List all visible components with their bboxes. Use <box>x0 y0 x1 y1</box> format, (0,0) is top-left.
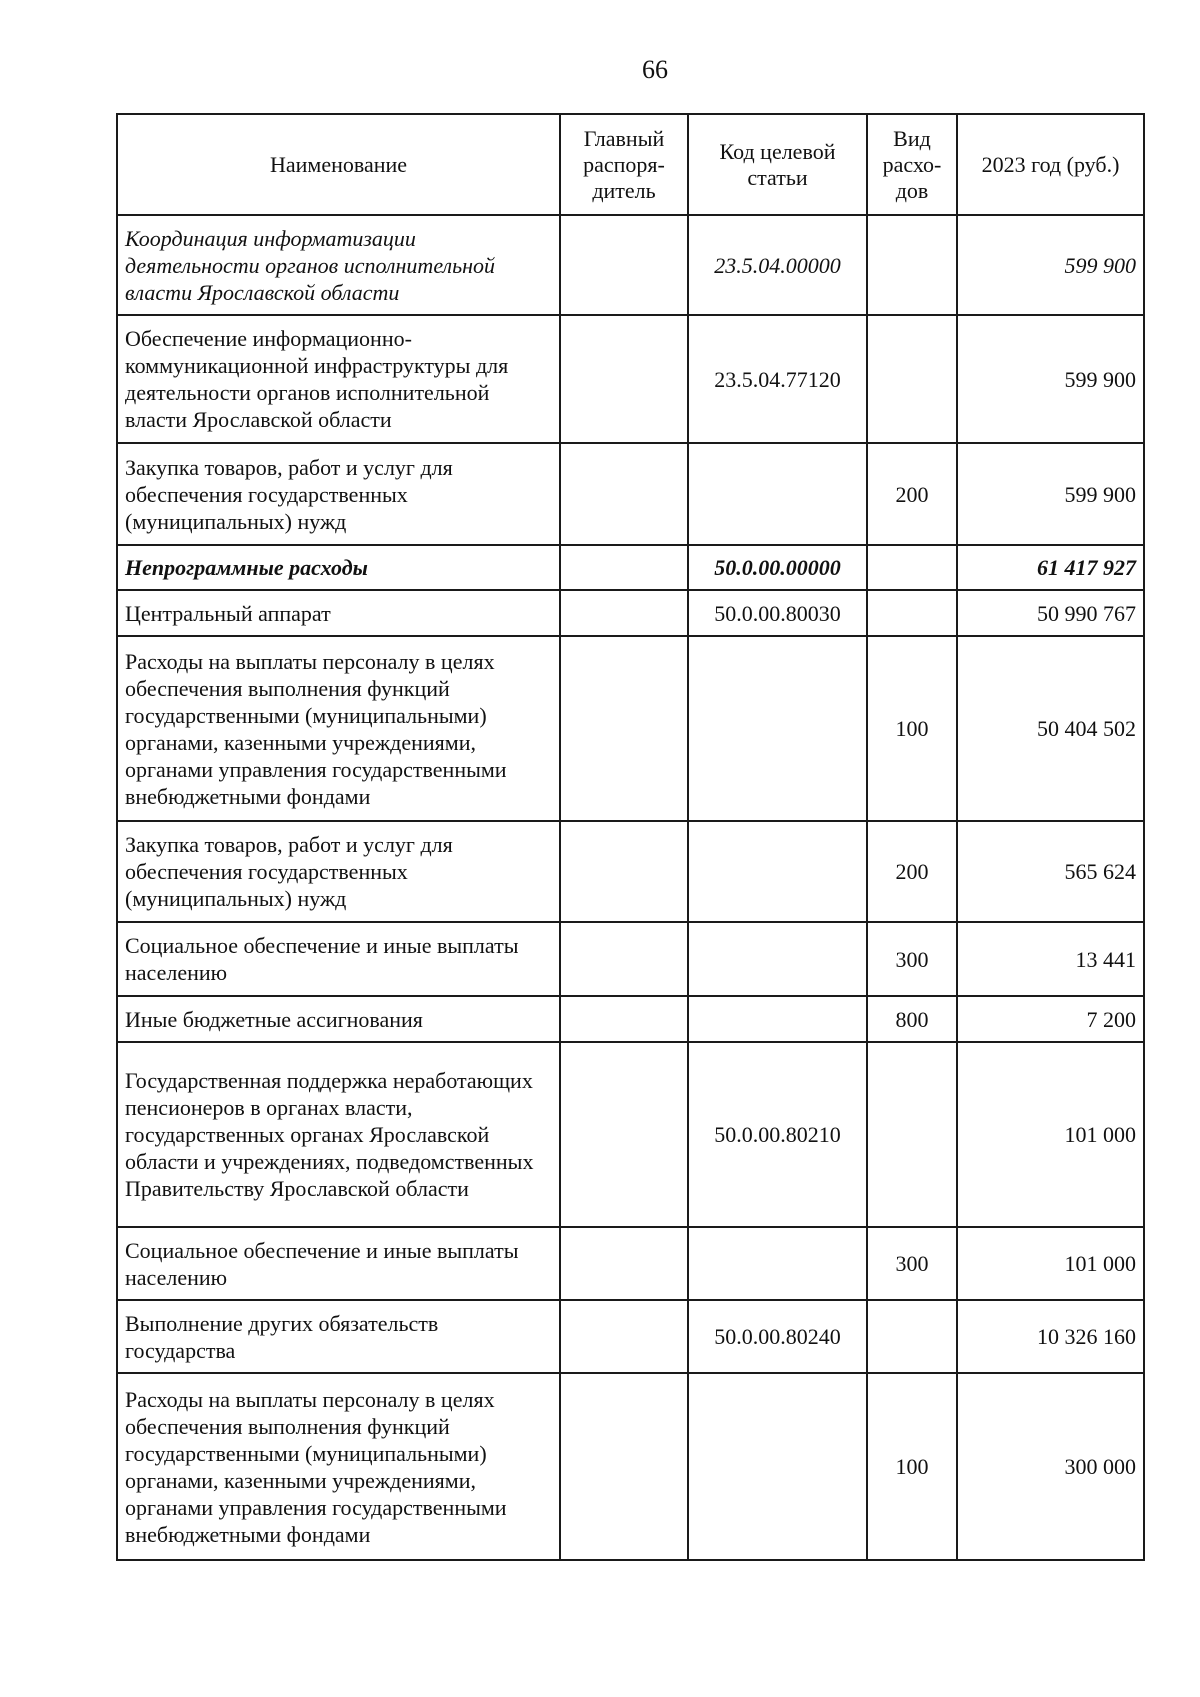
table-body <box>117 215 1144 1560</box>
row-target-code-cell: 23.5.04.77120 <box>688 315 867 443</box>
row-main-manager-cell <box>560 1373 688 1560</box>
row-amount-cell: 565 624 <box>957 821 1144 922</box>
row-main-manager-cell <box>560 996 688 1042</box>
row-name-cell: Непрограммные расходы <box>117 545 560 590</box>
row-amount-cell: 50 404 502 <box>957 636 1144 821</box>
row-target-code-cell: 50.0.00.80240 <box>688 1300 867 1373</box>
row-main-manager-cell <box>560 1300 688 1373</box>
row-main-manager-cell <box>560 922 688 996</box>
table-row <box>117 996 1144 1042</box>
row-expense-type-cell <box>867 215 957 315</box>
row-name-cell: Выполнение других обязательств государства <box>117 1300 560 1373</box>
row-amount-cell: 101 000 <box>957 1042 1144 1227</box>
row-expense-type-cell <box>867 1042 957 1227</box>
row-expense-type-cell <box>867 315 957 443</box>
row-amount-cell: 10 326 160 <box>957 1300 1144 1373</box>
row-main-manager-cell <box>560 1042 688 1227</box>
row-expense-type-cell <box>867 590 957 636</box>
header-name: Наименование <box>117 114 560 215</box>
row-main-manager-cell <box>560 821 688 922</box>
row-amount-cell: 50 990 767 <box>957 590 1144 636</box>
row-main-manager-cell <box>560 1227 688 1300</box>
budget-table <box>116 113 1145 1561</box>
row-main-manager-cell <box>560 636 688 821</box>
row-name-cell: Обеспечение информационно-коммуникационной инфраструктуры для деятельности органов исполнительной власти Ярославской области <box>117 315 560 443</box>
row-expense-type-cell: 300 <box>867 922 957 996</box>
row-target-code-cell: 50.0.00.80210 <box>688 1042 867 1227</box>
table-row <box>117 1042 1144 1227</box>
row-main-manager-cell <box>560 590 688 636</box>
row-amount-cell: 599 900 <box>957 443 1144 545</box>
row-target-code-cell <box>688 922 867 996</box>
table-row <box>117 636 1144 821</box>
row-amount-cell: 300 000 <box>957 1373 1144 1560</box>
row-name-cell: Социальное обеспечение и иные выплаты населению <box>117 922 560 996</box>
row-amount-cell: 101 000 <box>957 1227 1144 1300</box>
row-amount-cell: 13 441 <box>957 922 1144 996</box>
row-target-code-cell <box>688 443 867 545</box>
row-name-cell: Расходы на выплаты персоналу в целях обеспечения выполнения функций государственными (муниципальными) органами, казенными учреждениями, органами управления государственными внебюджетными фондами <box>117 636 560 821</box>
table-row <box>117 1373 1144 1560</box>
row-amount-cell: 61 417 927 <box>957 545 1144 590</box>
table-row <box>117 443 1144 545</box>
table-row <box>117 215 1144 315</box>
table-row <box>117 315 1144 443</box>
row-expense-type-cell <box>867 1300 957 1373</box>
row-name-cell: Государственная поддержка неработающих пенсионеров в органах власти, государственных органах Ярославской области и учреждениях, подведомственных Правительству Ярославской области <box>117 1042 560 1227</box>
row-amount-cell: 599 900 <box>957 315 1144 443</box>
row-amount-cell: 7 200 <box>957 996 1144 1042</box>
table-row <box>117 1300 1144 1373</box>
row-main-manager-cell <box>560 443 688 545</box>
table-row <box>117 1227 1144 1300</box>
row-target-code-cell <box>688 821 867 922</box>
row-expense-type-cell: 100 <box>867 636 957 821</box>
row-target-code-cell: 50.0.00.00000 <box>688 545 867 590</box>
row-name-cell: Координация информатизации деятельности органов исполнительной власти Ярославской области <box>117 215 560 315</box>
row-target-code-cell <box>688 1227 867 1300</box>
row-name-cell: Центральный аппарат <box>117 590 560 636</box>
row-main-manager-cell <box>560 215 688 315</box>
row-name-cell: Расходы на выплаты персоналу в целях обеспечения выполнения функций государственными (муниципальными) органами, казенными учреждениями, органами управления государственными внебюджетными фондами <box>117 1373 560 1560</box>
row-target-code-cell: 50.0.00.80030 <box>688 590 867 636</box>
row-main-manager-cell <box>560 545 688 590</box>
row-target-code-cell: 23.5.04.00000 <box>688 215 867 315</box>
row-main-manager-cell <box>560 315 688 443</box>
row-name-cell: Иные бюджетные ассигнования <box>117 996 560 1042</box>
table-row <box>117 545 1144 590</box>
row-target-code-cell <box>688 1373 867 1560</box>
row-name-cell: Социальное обеспечение и иные выплаты населению <box>117 1227 560 1300</box>
row-expense-type-cell: 300 <box>867 1227 957 1300</box>
row-name-cell: Закупка товаров, работ и услуг для обеспечения государственных (муниципальных) нужд <box>117 443 560 545</box>
table-header-row <box>117 114 1144 215</box>
row-expense-type-cell: 200 <box>867 443 957 545</box>
header-expense-type: Вид расхо-дов <box>867 114 957 215</box>
header-year-amount: 2023 год (руб.) <box>957 114 1144 215</box>
row-expense-type-cell: 100 <box>867 1373 957 1560</box>
row-target-code-cell <box>688 996 867 1042</box>
table-row <box>117 922 1144 996</box>
page-number: 66 <box>642 55 668 84</box>
table-row <box>117 590 1144 636</box>
header-main-manager: Главный распоря-дитель <box>560 114 688 215</box>
table-row <box>117 821 1144 922</box>
row-amount-cell: 599 900 <box>957 215 1144 315</box>
row-expense-type-cell <box>867 545 957 590</box>
header-target-code: Код целевой статьи <box>688 114 867 215</box>
row-name-cell: Закупка товаров, работ и услуг для обеспечения государственных (муниципальных) нужд <box>117 821 560 922</box>
row-expense-type-cell: 200 <box>867 821 957 922</box>
row-target-code-cell <box>688 636 867 821</box>
row-expense-type-cell: 800 <box>867 996 957 1042</box>
